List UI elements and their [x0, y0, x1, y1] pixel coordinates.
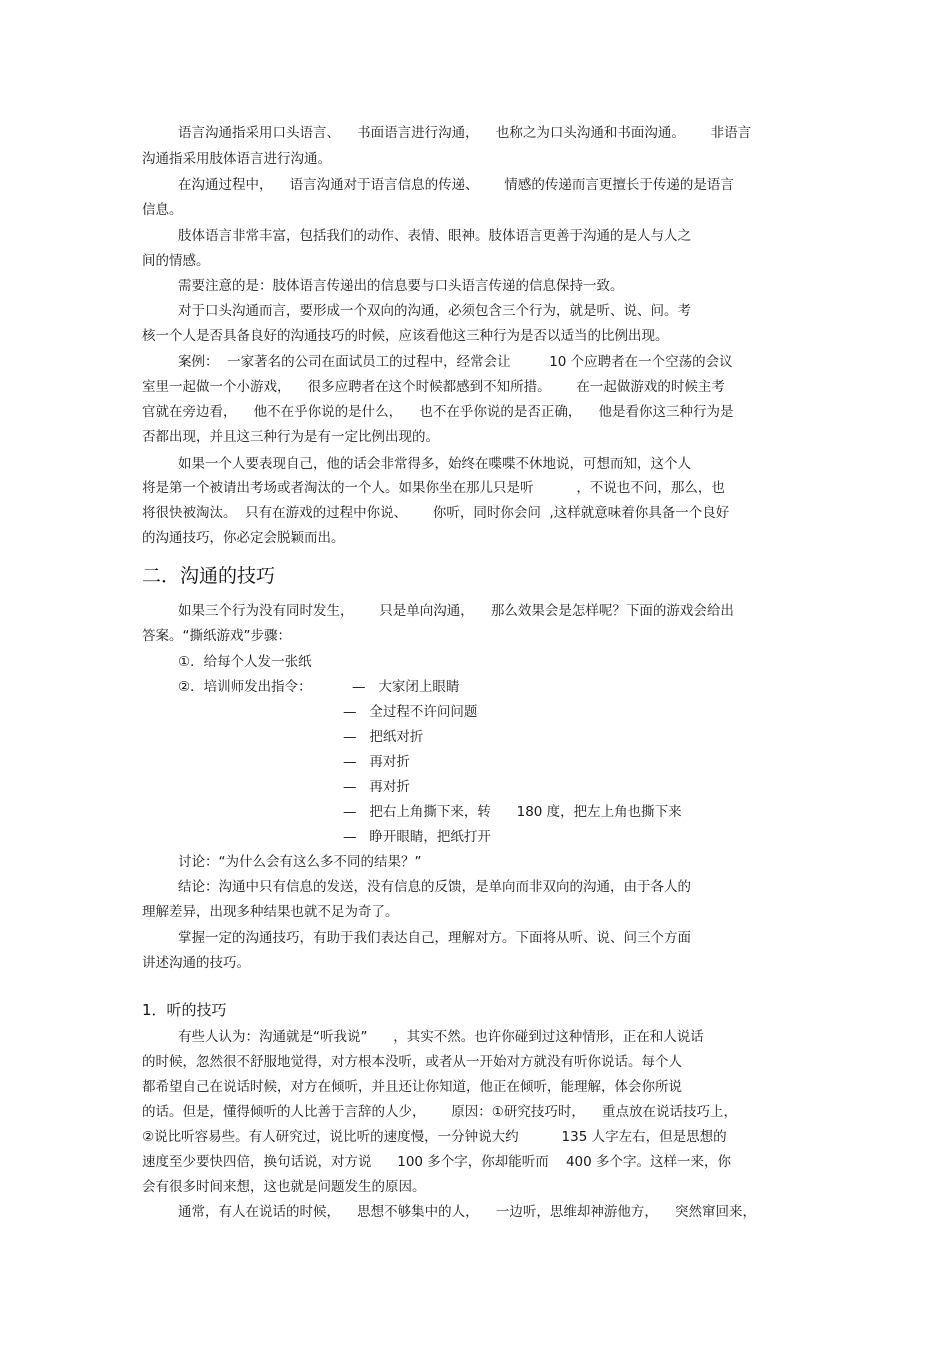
- paragraph-line: 都希望自己在说话时候，对方在倾听，并且还让你知道，他正在倾听，能理解，体会你所说: [142, 1079, 682, 1095]
- paragraph-line: 案例： 一家著名的公司在面试员工的过程中，经常会让 10 个应聘者在一个空荡的会议: [178, 354, 733, 370]
- paragraph-line: 理解差异，出现多种结果也就不足为奇了。: [142, 904, 399, 920]
- paragraph-line: 官就在旁边看， 他不在乎你说的是什么， 也不在乎你说的是否正确， 他是看你这三种行为是: [142, 404, 734, 420]
- paragraph-line: 需要注意的是：肢体语言传递出的信息要与口头语言传递的信息保持一致。: [178, 278, 624, 294]
- instruction-item: — 睁开眼睛，把纸打开: [343, 829, 491, 845]
- paragraph-line: 间的情感。: [142, 253, 210, 269]
- instruction-item: — 再对折: [343, 779, 410, 795]
- paragraph-line: 信息。: [142, 202, 183, 218]
- instruction-item: — 把右上角撕下来，转 180 度，把左上角也撕下来: [343, 804, 682, 820]
- paragraph-line: 将很快被淘汰。 只有在游戏的过程中你说、 你听，同时你会问 ,这样就意味着你具备一个良好: [142, 505, 730, 521]
- step-item: ②．培训师发出指令：: [178, 679, 312, 695]
- paragraph-line: 结论：沟通中只有信息的发送，没有信息的反馈，是单向而非双向的沟通，由于各人的: [178, 879, 691, 895]
- instruction-item: — 把纸对折: [343, 729, 424, 745]
- paragraph-line: ②说比听容易些。有人研究过，说比听的速度慢，一分钟说大约 135 人字左右，但是思想的: [142, 1129, 727, 1145]
- paragraph-line: 的沟通技巧，你必定会脱颖而出。: [142, 530, 345, 546]
- paragraph-line: 的时候，忽然很不舒服地觉得，对方根本没听，或者从一开始对方就没有听你说话。每个人: [142, 1054, 682, 1070]
- paragraph-line: 在沟通过程中， 语言沟通对于语言信息的传递、 情感的传递而言更擅长于传递的是语言: [178, 177, 734, 193]
- paragraph-line: 将是第一个被请出考场或者淘汰的一个人。如果你坐在那儿只是听 ，不说也不问，那么，也: [142, 480, 725, 496]
- paragraph-line: 通常，有人在说话的时候， 思想不够集中的人， 一边听，思维却神游他方， 突然窜回来，: [178, 1204, 756, 1220]
- paragraph-line: 核一个人是否具备良好的沟通技巧的时候，应该看他这三种行为是否以适当的比例出现。: [142, 328, 669, 344]
- paragraph-line: 讲述沟通的技巧。: [142, 955, 250, 971]
- paragraph-line: 速度至少要快四倍，换句话说，对方说 100 多个字，你却能听而 400 多个字。这样一来，你: [142, 1154, 732, 1170]
- section-heading: 二．沟通的技巧: [142, 565, 276, 587]
- instruction-item: — 大家闭上眼睛: [352, 679, 460, 695]
- paragraph-line: 对于口头沟通而言，要形成一个双向的沟通，必须包含三个行为，就是听、说、问。考: [178, 303, 691, 319]
- paragraph-line: 沟通指采用肢体语言进行沟通。: [142, 151, 331, 167]
- paragraph-line: 语言沟通指采用口头语言、 书面语言进行沟通， 也称之为口头沟通和书面沟通。 非语言: [178, 125, 752, 141]
- paragraph-line: 答案。“撕纸游戏”步骤：: [142, 628, 291, 644]
- instruction-item: — 全过程不许问问题: [343, 704, 478, 720]
- paragraph-line: 否都出现，并且这三种行为是有一定比例出现的。: [142, 429, 439, 445]
- paragraph-line: 会有很多时间来想，这也就是问题发生的原因。: [142, 1179, 426, 1195]
- paragraph-line: 掌握一定的沟通技巧，有助于我们表达自己，理解对方。下面将从听、说、问三个方面: [178, 930, 691, 946]
- step-item: ①．给每个人发一张纸: [178, 654, 312, 670]
- paragraph-line: 肢体语言非常丰富，包括我们的动作、表情、眼神。肢体语言更善于沟通的是人与人之: [178, 228, 691, 244]
- paragraph-line: 室里一起做一个小游戏， 很多应聘者在这个时候都感到不知所措。 在一起做游戏的时候主考: [142, 379, 725, 395]
- instruction-item: — 再对折: [343, 754, 410, 770]
- paragraph-line: 有些人认为：沟通就是“听我说” ，其实不然。也许你碰到过这种情形，正在和人说话: [178, 1029, 704, 1045]
- paragraph-line: 讨论：“为什么会有这么多不同的结果？”: [178, 854, 422, 870]
- subsection-heading: 1．听的技巧: [142, 1001, 227, 1019]
- paragraph-line: 如果一个人要表现自己，他的话会非常得多，始终在喋喋不休地说，可想而知，这个人: [178, 456, 691, 472]
- paragraph-line: 如果三个行为没有同时发生， 只是单向沟通， 那么效果会是怎样呢？下面的游戏会给出: [178, 603, 734, 619]
- paragraph-line: 的话。但是，懂得倾听的人比善于言辞的人少， 原因：①研究技巧时， 重点放在说话技巧上，: [142, 1104, 738, 1120]
